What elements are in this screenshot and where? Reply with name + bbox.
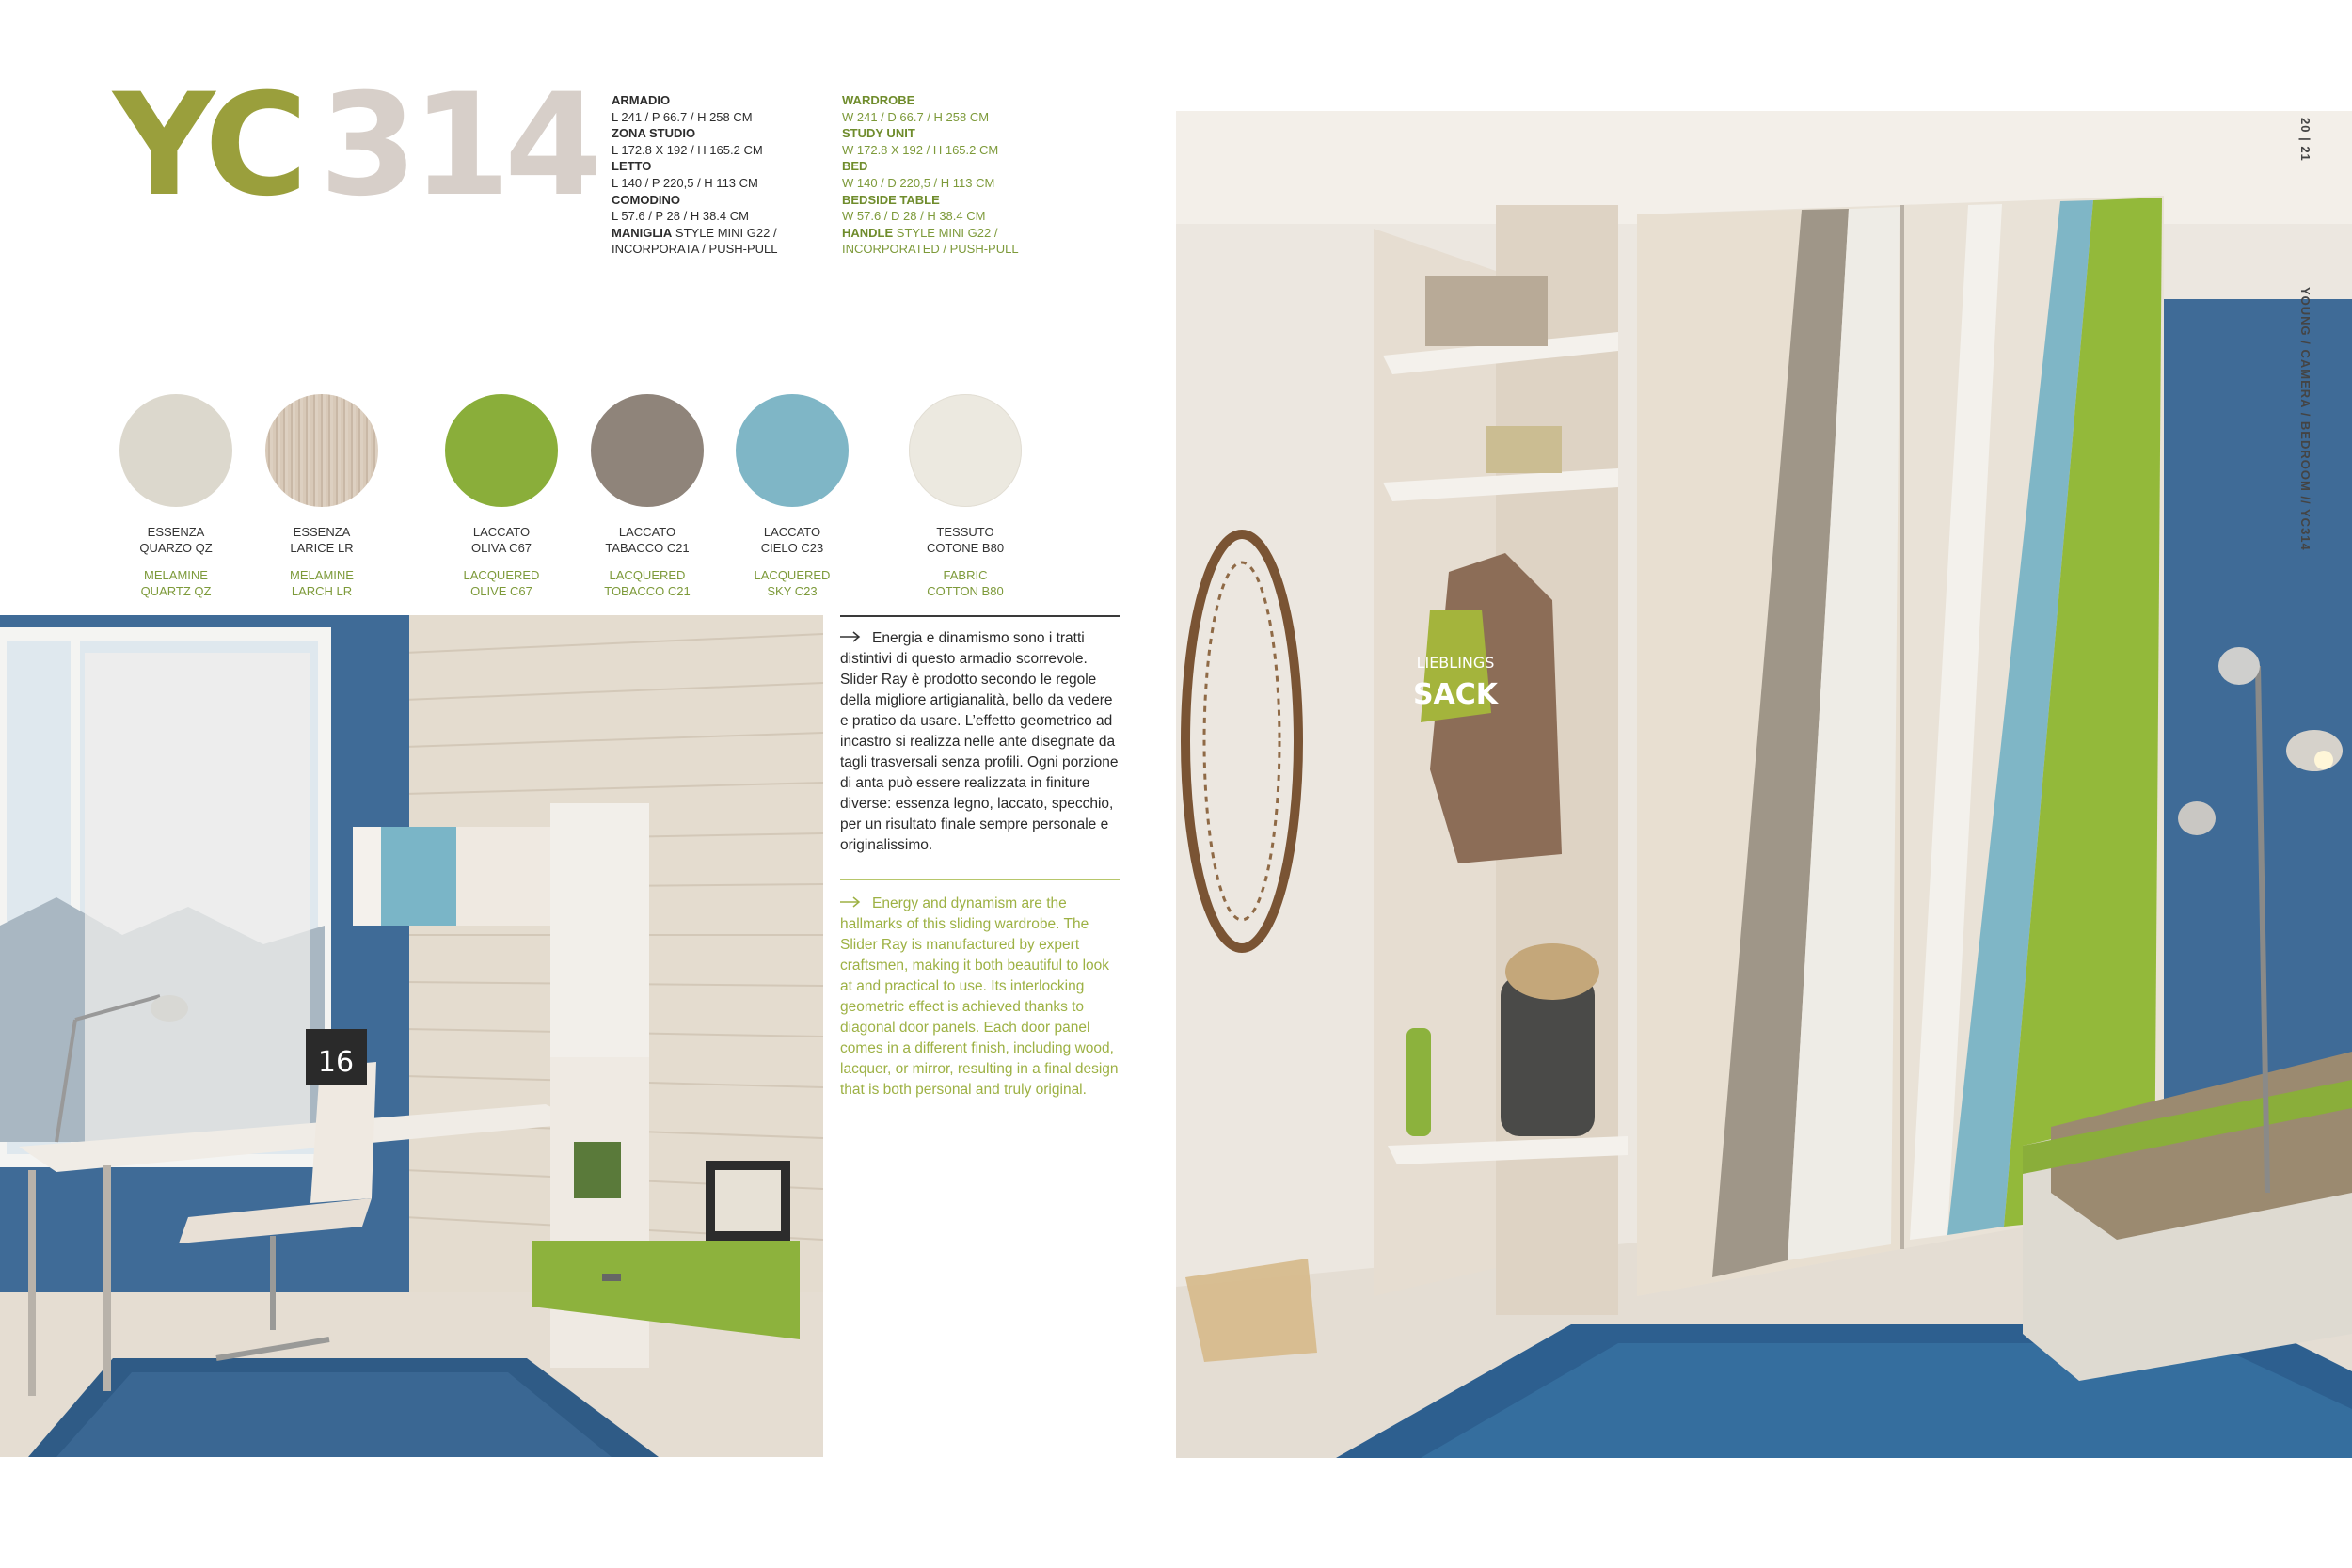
- swatch-label-it: TESSUTO COTONE B80: [926, 525, 1005, 555]
- spec-key: BEDSIDE TABLE: [842, 192, 940, 207]
- spec-value: W 140 / D 220,5 / H 113 CM: [842, 175, 995, 190]
- swatch-label-it: LACCATO TABACCO C21: [605, 525, 690, 555]
- swatch-label-it: ESSENZA QUARZO QZ: [139, 525, 213, 555]
- description-italian-text: Energia e dinamismo sono i tratti distintivi di questo armadio scorrevole. Slider Ray è prodotto secondo le regole della migliore artigianalità, bello da vedere e pratico da usare. L’effetto geometrico ad incastro si realizza nelle ante disegnate da tagli trasversali senza profili. Ogni porzione di anta può essere realizzata in finiture diverse: essenza legno, laccato, specchio, per un risultato finale sempre personale e originalissimo.: [840, 630, 1119, 853]
- rule-top: [840, 615, 1120, 617]
- spec-key: ARMADIO: [612, 93, 671, 107]
- spec-value: INCORPORATA / PUSH-PULL: [612, 242, 778, 257]
- swatch-olive: [445, 394, 558, 507]
- bag-print-line2: SACK: [1412, 678, 1499, 711]
- arrow-right-icon: [840, 631, 861, 642]
- description-english: [840, 894, 1122, 1101]
- swatch-label-en: MELAMINE QUARTZ QZ: [140, 568, 212, 598]
- swatch-label-en: LACQUERED SKY C23: [754, 568, 831, 598]
- swatch-label-en: LACQUERED OLIVE C67: [463, 568, 540, 598]
- spec-key: COMODINO: [612, 192, 680, 207]
- calendar-number: 16: [317, 1046, 355, 1079]
- description-italian: [840, 628, 1122, 856]
- spec-value: W 241 / D 66.7 / H 258 CM: [842, 109, 990, 124]
- swatch-label-en: LACQUERED TOBACCO C21: [604, 568, 691, 598]
- page-numbers: 20 | 21: [2298, 118, 2312, 162]
- photo-study-room: [0, 615, 823, 1457]
- spec-value: W 172.8 X 192 / H 165.2 CM: [842, 142, 999, 157]
- spec-key: STUDY UNIT: [842, 126, 915, 141]
- rule-middle: [840, 879, 1120, 880]
- spec-key: WARDROBE: [842, 93, 915, 107]
- page-side-tab: [2267, 118, 2312, 607]
- swatch-label-it: ESSENZA LARICE LR: [290, 525, 354, 555]
- logo-number: 314: [319, 64, 597, 228]
- spec-key: MANIGLIA: [612, 225, 673, 240]
- swatch-tobacco: [591, 394, 704, 507]
- spec-value: STYLE MINI G22 /: [896, 225, 998, 240]
- photo-wardrobe: [1176, 111, 2352, 1458]
- swatch-cotton: [909, 394, 1022, 507]
- spec-key: LETTO: [612, 159, 652, 174]
- swatch-label-it: LACCATO CIELO C23: [760, 525, 824, 555]
- section-breadcrumb: YOUNG / CAMERA / BEDROOM // YC314: [2298, 287, 2312, 551]
- spec-value: L 140 / P 220,5 / H 113 CM: [612, 175, 758, 190]
- spec-key: BED: [842, 159, 868, 174]
- spec-value: STYLE MINI G22 /: [675, 225, 777, 240]
- swatch-label-en: MELAMINE LARCH LR: [290, 568, 354, 598]
- logo-letters: YC: [113, 64, 303, 228]
- spec-key: HANDLE: [842, 225, 894, 240]
- specs-english: [842, 92, 1019, 258]
- arrow-right-icon: [840, 896, 861, 908]
- spec-value: L 57.6 / P 28 / H 38.4 CM: [612, 209, 749, 224]
- swatch-quartz: [119, 394, 232, 507]
- description-english-text: Energy and dynamism are the hallmarks of this sliding wardrobe. The Slider Ray is manufactured by expert craftsmen, making it both beautiful to look at and practical to use. Its interlocking geometric effect is achieved thanks to diagonal door panels. Each door panel comes in a different finish, including wood, lacquer, or mirror, resulting in a final design that is both personal and truly original.: [840, 895, 1119, 1098]
- wardrobe-illustration: [1176, 111, 2352, 1458]
- spec-value: W 57.6 / D 28 / H 38.4 CM: [842, 209, 986, 224]
- spec-value: L 172.8 X 192 / H 165.2 CM: [612, 142, 763, 157]
- spec-key: ZONA STUDIO: [612, 126, 696, 141]
- study-room-illustration: [0, 615, 823, 1457]
- collection-logo: [113, 64, 597, 228]
- specs-italian: [612, 92, 778, 258]
- swatch-larch: [265, 394, 378, 507]
- bag-print-line1: LIEBLINGS: [1416, 654, 1495, 672]
- swatch-label-en: FABRIC COTTON B80: [927, 568, 1004, 598]
- swatch-label-it: LACCATO OLIVA C67: [470, 525, 532, 555]
- swatch-sky: [736, 394, 849, 507]
- spec-value: INCORPORATED / PUSH-PULL: [842, 242, 1019, 257]
- spec-value: L 241 / P 66.7 / H 258 CM: [612, 109, 753, 124]
